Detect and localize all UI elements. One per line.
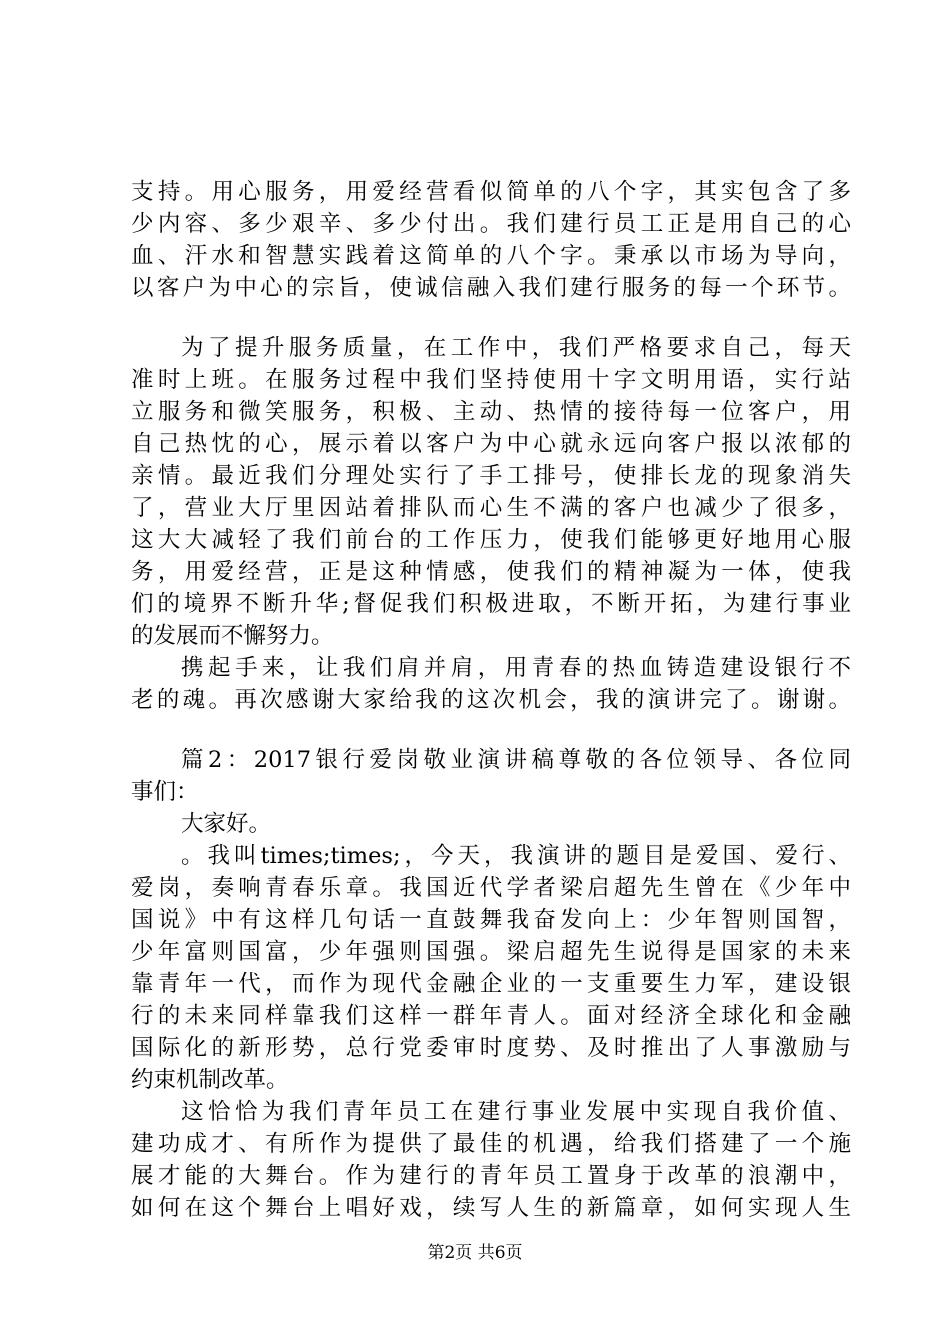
text-line: 这大大减轻了我们前台的工作压力，使我们能够更好地用心服 [131, 527, 851, 553]
text-line: 展才能的大舞台。作为建行的青年员工置身于改革的浪潮中， [131, 1163, 851, 1189]
text-line: 国说》中有这样几句话一直鼓舞我奋发向上：少年智则国智， [131, 907, 851, 933]
paragraph [131, 332, 851, 652]
text-line: 事们： [131, 779, 199, 805]
text-line: 建功成才、有所作为提供了最佳的机遇，给我们搭建了一个施 [131, 1131, 851, 1157]
text-line: 爱岗，奏响青春乐章。我国近代学者梁启超先生曾在《少年中 [131, 875, 851, 901]
page-number-footer: 第2页 共6页 [427, 1243, 523, 1263]
text-line: 自己热忱的心，展示着以客户为中心就永远向客户报以浓郁的 [131, 431, 851, 457]
text-line: 准时上班。在服务过程中我们坚持使用十字文明用语，实行站 [131, 367, 851, 393]
paragraph [131, 808, 851, 840]
text-line: 血、汗水和智慧实践着这简单的八个字。秉承以市场为导向， [131, 243, 851, 269]
body-text [131, 176, 851, 1224]
paragraph [131, 652, 851, 716]
text-line: 携起手来，让我们肩并肩，用青春的热血铸造建设银行不 [181, 655, 851, 681]
text-line: 靠青年一代，而作为现代金融企业的一支重要生力军，建设银 [131, 971, 851, 997]
text-line: 约束机制改革。 [131, 1067, 289, 1093]
text-line: 们的境界不断升华;督促我们积极进取，不断开拓，为建行事业 [131, 591, 851, 617]
text-line: 。我叫times;times;，今天，我演讲的题目是爱国、爱行、 [181, 843, 851, 869]
text-line: 了，营业大厅里因站着排队而心生不满的客户也减少了很多， [131, 495, 851, 521]
text-line: 大家好。 [181, 811, 272, 837]
text-line: 支持。用心服务，用爱经营看似简单的八个字，其实包含了多 [131, 179, 851, 205]
paragraph [131, 176, 851, 304]
paragraph-gap [131, 304, 851, 332]
paragraph [131, 840, 851, 1096]
paragraph [131, 1096, 851, 1224]
paragraph [131, 744, 851, 808]
text-line: 务，用爱经营，正是这种情感，使我们的精神凝为一体，使我 [131, 559, 851, 585]
text-line: 这恰恰为我们青年员工在建行事业发展中实现自我价值、 [181, 1099, 851, 1125]
text-line: 如何在这个舞台上唱好戏，续写人生的新篇章，如何实现人生 [131, 1195, 851, 1221]
text-line: 行的未来同样靠我们这样一群年青人。面对经济全球化和金融 [131, 1003, 851, 1029]
paragraph-gap [131, 716, 851, 744]
section-heading-line: 篇2：2017银行爱岗敬业演讲稿尊敬的各位领导、各位同 [181, 747, 851, 773]
text-line: 老的魂。再次感谢大家给我的这次机会，我的演讲完了。谢谢。 [131, 687, 851, 713]
text-line: 为了提升服务质量，在工作中，我们严格要求自己，每天 [181, 335, 851, 361]
text-line: 国际化的新形势，总行党委审时度势、及时推出了人事激励与 [131, 1035, 851, 1061]
text-line: 少内容、多少艰辛、多少付出。我们建行员工正是用自己的心 [131, 211, 851, 237]
text-line: 亲情。最近我们分理处实行了手工排号，使排长龙的现象消失 [131, 463, 851, 489]
text-line: 立服务和微笑服务，积极、主动、热情的接待每一位客户，用 [131, 399, 851, 425]
text-line: 少年富则国富，少年强则国强。梁启超先生说得是国家的未来 [131, 939, 851, 965]
text-line: 以客户为中心的宗旨，使诚信融入我们建行服务的每一个环节。 [131, 275, 851, 301]
text-line: 的发展而不懈努力。 [131, 623, 334, 649]
